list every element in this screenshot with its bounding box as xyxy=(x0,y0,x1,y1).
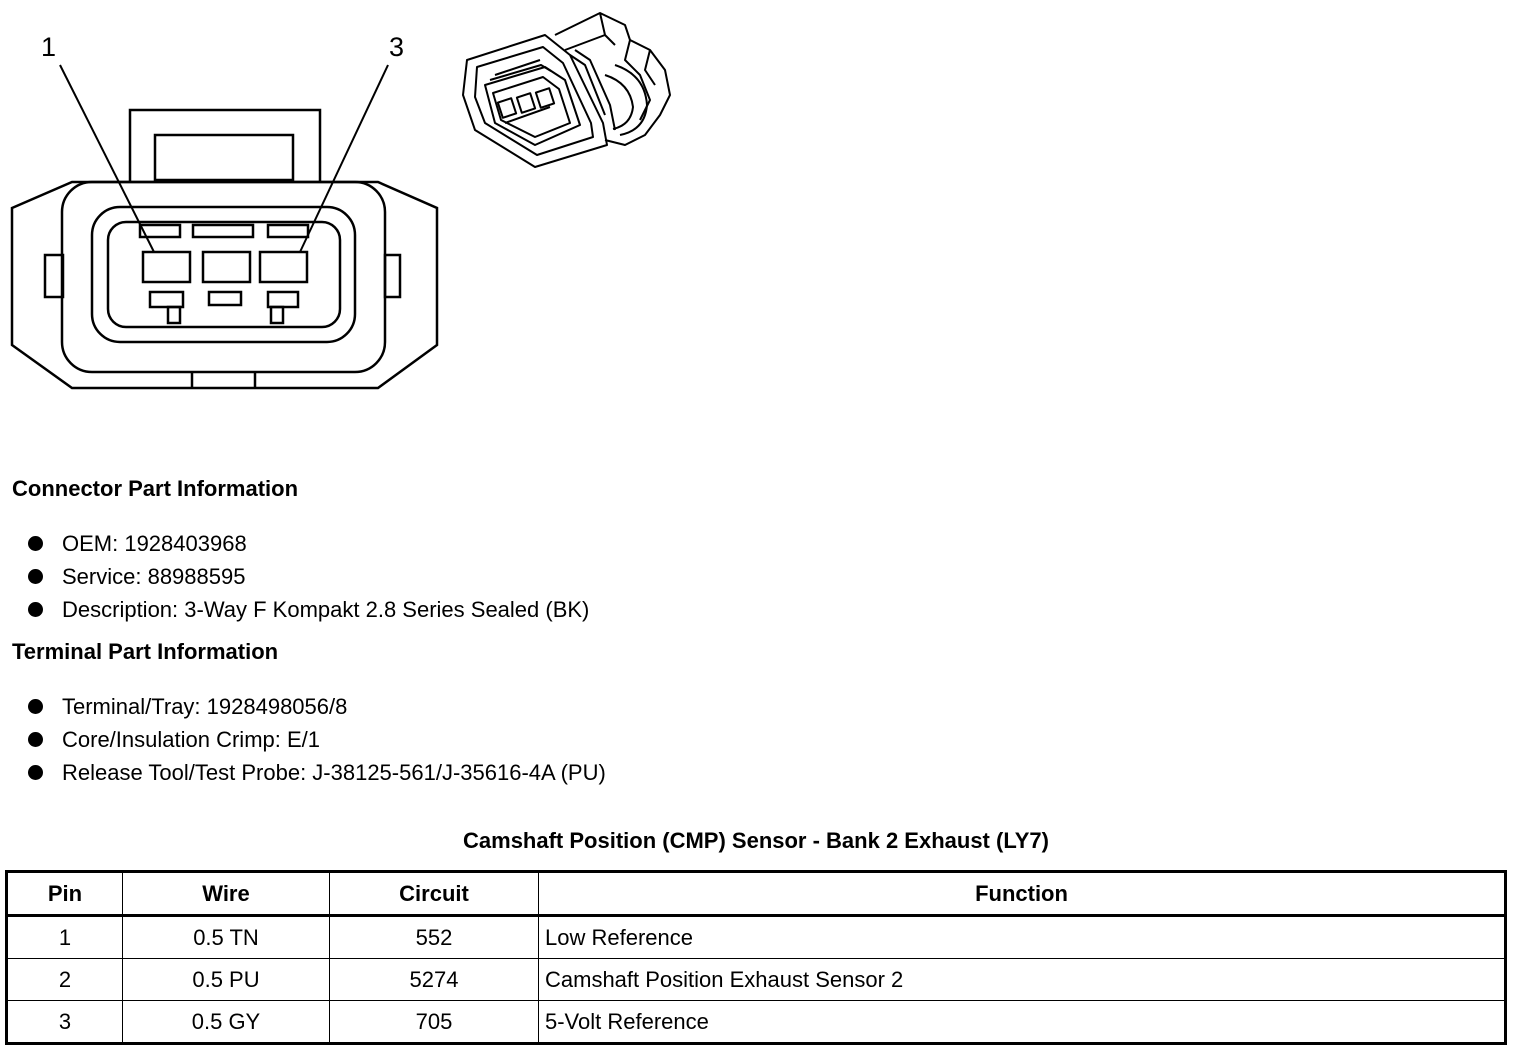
cell-function: 5-Volt Reference xyxy=(539,1001,1506,1044)
cell-wire: 0.5 TN xyxy=(123,916,330,959)
cell-wire: 0.5 PU xyxy=(123,959,330,1001)
terminal-tray: Terminal/Tray: 1928498056/8 xyxy=(62,694,348,719)
bullet-icon xyxy=(28,536,43,551)
list-item xyxy=(28,723,606,756)
connector-part-list xyxy=(28,527,589,626)
list-item xyxy=(28,560,589,593)
pin-3-label: 3 xyxy=(389,32,405,62)
bullet-icon xyxy=(28,765,43,780)
service-number: Service: 88988595 xyxy=(62,564,246,589)
bullet-icon xyxy=(28,602,43,617)
list-item xyxy=(28,527,589,560)
cell-function: Camshaft Position Exhaust Sensor 2 xyxy=(539,959,1506,1001)
table-row xyxy=(7,916,1506,959)
cell-circuit: 5274 xyxy=(330,959,539,1001)
list-item xyxy=(28,690,606,723)
connector-description: Description: 3-Way F Kompakt 2.8 Series Sealed (BK) xyxy=(62,597,590,622)
cell-pin: 3 xyxy=(7,1001,123,1044)
cell-wire: 0.5 GY xyxy=(123,1001,330,1044)
cell-circuit: 705 xyxy=(330,1001,539,1044)
header-wire: Wire xyxy=(123,872,330,916)
terminal-part-heading: Terminal Part Information xyxy=(12,639,279,664)
list-item xyxy=(28,756,606,789)
bullet-icon xyxy=(28,569,43,584)
cell-circuit: 552 xyxy=(330,916,539,959)
release-tool: Release Tool/Test Probe: J-38125-561/J-35616-4A (PU) xyxy=(62,760,606,785)
list-item xyxy=(28,593,589,626)
header-circuit: Circuit xyxy=(330,872,539,916)
connector-face-diagram xyxy=(0,0,460,420)
pin-1-label: 1 xyxy=(41,32,57,62)
table-row xyxy=(7,959,1506,1001)
header-pin: Pin xyxy=(7,872,123,916)
header-function: Function xyxy=(539,872,1506,916)
bullet-icon xyxy=(28,699,43,714)
bullet-icon xyxy=(28,732,43,747)
table-header-row xyxy=(7,872,1506,916)
terminal-part-list xyxy=(28,690,606,789)
pinout-table xyxy=(5,870,1507,1045)
connector-part-heading: Connector Part Information xyxy=(12,476,299,501)
cell-pin: 2 xyxy=(7,959,123,1001)
core-insulation-crimp: Core/Insulation Crimp: E/1 xyxy=(62,727,320,752)
cell-function: Low Reference xyxy=(539,916,1506,959)
table-title: Camshaft Position (CMP) Sensor - Bank 2 Exhaust (LY7) xyxy=(463,828,1049,853)
cell-pin: 1 xyxy=(7,916,123,959)
oem-number: OEM: 1928403968 xyxy=(62,531,247,556)
connector-illustration xyxy=(455,5,685,175)
table-row xyxy=(7,1001,1506,1044)
